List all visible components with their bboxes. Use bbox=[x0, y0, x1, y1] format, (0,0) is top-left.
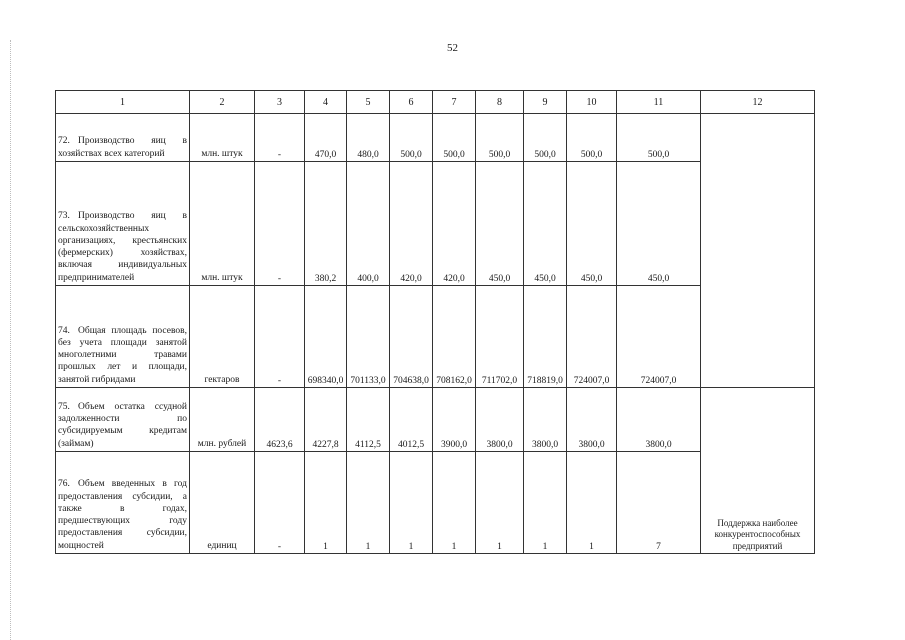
value-cell: 500,0 bbox=[524, 114, 567, 162]
value-cell: 500,0 bbox=[567, 114, 617, 162]
unit-cell: млн. рублей bbox=[190, 388, 255, 452]
header-cell: 12 bbox=[701, 91, 815, 114]
value-cell: 708162,0 bbox=[433, 286, 476, 388]
value-cell: 500,0 bbox=[476, 114, 524, 162]
value-cell: 4012,5 bbox=[390, 388, 433, 452]
value-cell: - bbox=[255, 286, 305, 388]
value-cell: 3800,0 bbox=[617, 388, 701, 452]
unit-cell: единиц bbox=[190, 452, 255, 554]
table-row bbox=[56, 114, 815, 162]
value-cell: 3800,0 bbox=[476, 388, 524, 452]
row-number: 72. bbox=[58, 136, 70, 147]
value-cell: - bbox=[255, 114, 305, 162]
value-cell: 450,0 bbox=[617, 162, 701, 286]
value-cell: 450,0 bbox=[524, 162, 567, 286]
indicator-name bbox=[56, 162, 190, 286]
value-cell: - bbox=[255, 452, 305, 554]
unit-cell: млн. штук bbox=[190, 162, 255, 286]
header-cell: 3 bbox=[255, 91, 305, 114]
indicator-name bbox=[56, 286, 190, 388]
value-cell: 420,0 bbox=[390, 162, 433, 286]
row-number: 73. bbox=[58, 211, 70, 222]
row-number: 76. bbox=[58, 479, 70, 490]
margin-marks bbox=[10, 40, 11, 640]
header-cell: 10 bbox=[567, 91, 617, 114]
value-cell: 470,0 bbox=[305, 114, 347, 162]
value-cell: 450,0 bbox=[476, 162, 524, 286]
value-cell: 1 bbox=[305, 452, 347, 554]
value-cell: 1 bbox=[524, 452, 567, 554]
header-cell: 7 bbox=[433, 91, 476, 114]
value-cell: 1 bbox=[390, 452, 433, 554]
header-cell: 2 bbox=[190, 91, 255, 114]
note-cell: Поддержка наиболее конкурентоспособных предприятий bbox=[701, 388, 815, 554]
value-cell: 3800,0 bbox=[524, 388, 567, 452]
value-cell: 400,0 bbox=[347, 162, 390, 286]
value-cell: 4112,5 bbox=[347, 388, 390, 452]
value-cell: 698340,0 bbox=[305, 286, 347, 388]
data-table bbox=[55, 90, 815, 554]
row-name: Общая площадь посевов, без учета площади занятой многолетними травами прошлых лет и площади, занятой гибридами bbox=[58, 325, 187, 385]
value-cell: 724007,0 bbox=[617, 286, 701, 388]
header-cell: 11 bbox=[617, 91, 701, 114]
header-cell: 8 bbox=[476, 91, 524, 114]
row-name: Объем введенных в год предоставления субсидии, а также в годах, предшествующих году предоставления субсидии, мощностей bbox=[58, 479, 187, 551]
row-name: Производство яиц в сельскохозяйственных организациях, крестьянских (фермерских) хозяйствах, включая индивидуальных предпринимателей bbox=[58, 211, 187, 283]
value-cell: - bbox=[255, 162, 305, 286]
value-cell: 1 bbox=[347, 452, 390, 554]
header-cell: 1 bbox=[56, 91, 190, 114]
value-cell: 701133,0 bbox=[347, 286, 390, 388]
page-number: 52 bbox=[447, 42, 458, 54]
unit-cell: млн. штук bbox=[190, 114, 255, 162]
value-cell: 3800,0 bbox=[567, 388, 617, 452]
value-cell: 420,0 bbox=[433, 162, 476, 286]
value-cell: 711702,0 bbox=[476, 286, 524, 388]
value-cell: 1 bbox=[567, 452, 617, 554]
unit-cell: гектаров bbox=[190, 286, 255, 388]
value-cell: 500,0 bbox=[433, 114, 476, 162]
header-cell: 9 bbox=[524, 91, 567, 114]
indicator-name bbox=[56, 452, 190, 554]
row-name: Производство яиц в хозяйствах всех категорий bbox=[58, 136, 187, 159]
row-number: 75. bbox=[58, 401, 70, 412]
value-cell: 3900,0 bbox=[433, 388, 476, 452]
value-cell: 4227,8 bbox=[305, 388, 347, 452]
table-row bbox=[56, 388, 815, 452]
header-cell: 4 bbox=[305, 91, 347, 114]
row-number: 74. bbox=[58, 325, 70, 336]
header-cell: 5 bbox=[347, 91, 390, 114]
value-cell: 1 bbox=[433, 452, 476, 554]
value-cell: 500,0 bbox=[617, 114, 701, 162]
value-cell: 4623,6 bbox=[255, 388, 305, 452]
header-cell: 6 bbox=[390, 91, 433, 114]
value-cell: 704638,0 bbox=[390, 286, 433, 388]
value-cell: 480,0 bbox=[347, 114, 390, 162]
value-cell: 718819,0 bbox=[524, 286, 567, 388]
value-cell: 7 bbox=[617, 452, 701, 554]
value-cell: 724007,0 bbox=[567, 286, 617, 388]
value-cell: 500,0 bbox=[390, 114, 433, 162]
row-name: Объем остатка ссудной задолженности по субсидируемым кредитам (займам) bbox=[58, 401, 187, 449]
note-cell bbox=[701, 114, 815, 388]
indicator-name bbox=[56, 114, 190, 162]
value-cell: 1 bbox=[476, 452, 524, 554]
value-cell: 450,0 bbox=[567, 162, 617, 286]
header-row bbox=[56, 91, 815, 114]
indicator-name bbox=[56, 388, 190, 452]
value-cell: 380,2 bbox=[305, 162, 347, 286]
